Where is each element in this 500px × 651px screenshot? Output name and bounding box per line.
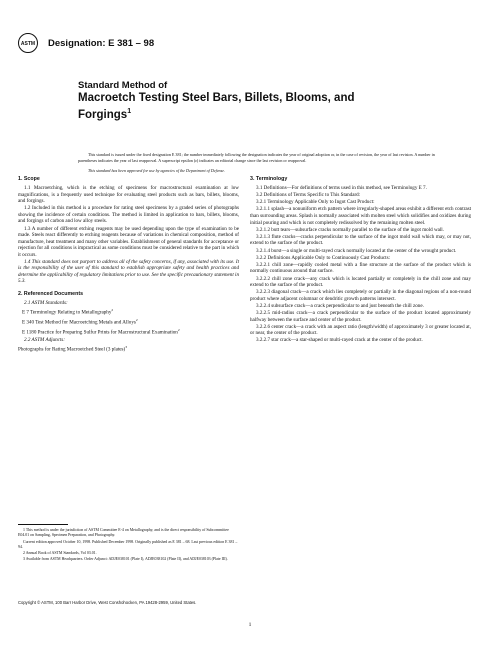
paragraph-2-1 [18,300,239,307]
paragraph-3-1: 3.1 Definitions—For definitions of terms used in this method, see Terminology E 7. [256,185,427,192]
definition-mid-radius-crack: 3.2.2.5 mid-radius crack—a crack perpendicular to the surface of the product located approximately halfway between the surface and center of the product. [250,310,471,323]
referenced-documents-heading: 2. Referenced Documents [18,291,84,298]
document-title [78,92,418,122]
page-number: 1 [248,622,252,628]
issue-note: This standard is issued under the fixed designation E 381; the number immediately following the designation indicates the year of original adoption or, in the case of revision, the year of last revision. A number in parentheses indicates the year of last reapproval. A superscript epsilon (ε) indicates an editorial change since the last revision or reapproval. [78,152,435,163]
paragraph-3-2-1: 3.2.1 Terminology Applicable Only to Ingot Cast Product: [256,199,375,206]
paragraph-1-3: 1.3 A number of different etching reagents may be used depending upon the type of examination to be made. Steels react differently to etching reagents because of variations in chemical composition, method of manufacture, heat treatment and many other variables. Establishment of general standards for acceptance or rejection for all conditions is impractical as some conditions must be considered relative to the part in which it occurs. [18,225,239,258]
designation: Designation: E 381 – 98 [48,37,155,49]
footnote-1: 1 This method is under the jurisdiction of ASTM Committee E-4 on Metallography, and is the direct responsibility of Subcommittee E04.01 on Sampling, Specimen Preparation, and Photography. [18,528,229,538]
document-header [18,32,154,54]
left-column [18,176,239,354]
astm-logo [18,33,38,53]
reference-e7 [18,307,239,316]
definition-butt-tears: 3.2.1.2 butt tears—subsurface cracks normally parallel to the surface of the ingot mold wall. [256,226,444,233]
reference-e340-footnote: 2 [135,318,138,323]
reference-e340 [18,317,239,326]
adjunct-footnote: 3 [125,344,127,349]
reference-e1180-text: E 1180 Practice for Preparing Sulfur Prints for Macrostructural Examination [22,329,178,336]
astm-standards-label: 2.1 ASTM Standards: [24,300,68,307]
paragraph-1-1: 1.1 Macroetching, which is the etching of specimens for macrostructural examination at low magnifications, is a frequently used technique for evaluating steel products such as bars, billets, blooms, and forgings. [18,185,239,205]
scope-heading: 1. Scope [18,176,40,182]
footnote-divider [18,524,68,525]
astm-adjuncts-label: 2.2 ASTM Adjuncts: [24,336,65,343]
title-footnote-mark: 1 [127,108,132,115]
paragraph-3-2-2: 3.2.2 Definitions Applicable Only to Continuously Cast Products: [256,254,390,261]
definition-splash: 3.2.1.1 splash—a nonuniform etch pattern where irregularly-shaped areas exhibit a different etch contrast than surrounding areas. Splash is normally associated with molten steel which solidifies and oxidizes during initial pouring and which is not completely redissolved by the remaining molten steel. [250,206,471,226]
definition-flute-cracks: 3.2.1.3 flute cracks—cracks perpendicular to the surface of the ingot mold wall which may, or may not, extend to the surface of the product. [250,233,471,247]
safety-statement: 1.4 This standard does not purport to address all of the safety concerns, if any, associated with its use. It is the responsibility of the user of this standard to establish appropriate safety and health practices and determine the applicability of regulatory limitations prior to use. See the specific precautionary statement in 5.3. [18,258,239,285]
terminology-heading: 3. Terminology [250,176,288,182]
footnote-3: 3 Available from ASTM Headquarters. Order Adjunct: ADJE038101 (Plate I), ADJE038102 (Plate II), and ADJE038103 (Plate III). [23,557,228,562]
title-block [78,80,418,122]
issue-notes [78,152,438,178]
right-column [250,176,471,345]
adjunct-item [18,344,239,353]
footnotes [18,524,239,564]
reference-e1180-footnote: 2 [177,327,180,332]
astm-logo-mark [20,35,36,51]
definition-center-crack: 3.2.2.6 center crack—a crack with an aspect ratio (length/width) of approximately 3 or greater located at, or near, the center of the product. [250,323,471,337]
definition-subsurface-crack: 3.2.2.4 subsurface crack—a crack perpendicular to and just beneath the chill zone. [256,302,424,309]
reference-e1180 [18,327,239,336]
definition-diagonal-crack: 3.2.2.3 diagonal crack—a crack which lies completely or partially in the diagonal regions of a non-round product where adjacent columnar or dendritic growth patterns intersect. [250,289,471,302]
reference-e340-text: E 340 Test Method for Macroetching Metals and Alloys [22,319,136,326]
definition-burst: 3.2.1.4 burst—a single or multi-rayed crack normally located at the center of the wrought product. [256,247,457,254]
title-line-2: Forgings [78,108,128,121]
approval-note: This standard has been approved for use by agencies of the Department of Defense. [88,168,226,173]
definition-chill-zone: 3.2.2.1 chill zone—rapidly cooled metal with a fine structure at the surface of the product which is normally continuous around that surface. [250,261,471,275]
reference-e7-text: E 7 Terminology Relating to Metallography [22,309,112,316]
definition-chill-zone-crack: 3.2.2.2 chill zone crack—any crack which is located partially or completely in the chill zone and may extend to the surface of the product. [250,275,471,289]
adjunct-text: Photographs for Rating Macroetched Steel (3 plates) [18,346,126,353]
definition-star-crack: 3.2.2.7 star crack—a star-shaped or multi-rayed crack at the center of the product. [256,337,423,344]
title-line-1: Macroetch Testing Steel Bars, Billets, Blooms, and [78,92,355,104]
footnote-1-edition: Current edition approved October 10, 1998. Published December 1998. Originally published as E 381 – 68. Last previous edition E 381 – 94. [18,539,238,549]
svg-text:ASTM: ASTM [20,41,36,47]
footnote-2: 2 Annual Book of ASTM Standards, Vol 03.01. [23,551,97,556]
paragraph-2-2 [18,337,239,344]
reference-e7-footnote: 2 [111,308,114,313]
paragraph-3-2: 3.2 Definitions of Terms Specific to This Standard: [256,192,361,199]
paragraph-1-2: 1.2 Included in this method is a procedure for rating steel specimens by a graded series of photographs showing the incidence of certain conditions. The method is limited in application to bars, billets, blooms, and forgings of carbon and low alloy steels. [18,205,239,225]
paragraph-1-4 [18,259,239,285]
copyright-notice: Copyright © ASTM, 100 Barr Harbor Drive, West Conshohocken, PA 19428-2959, United States. [18,600,197,605]
standard-method-label: Standard Method of [78,80,168,91]
